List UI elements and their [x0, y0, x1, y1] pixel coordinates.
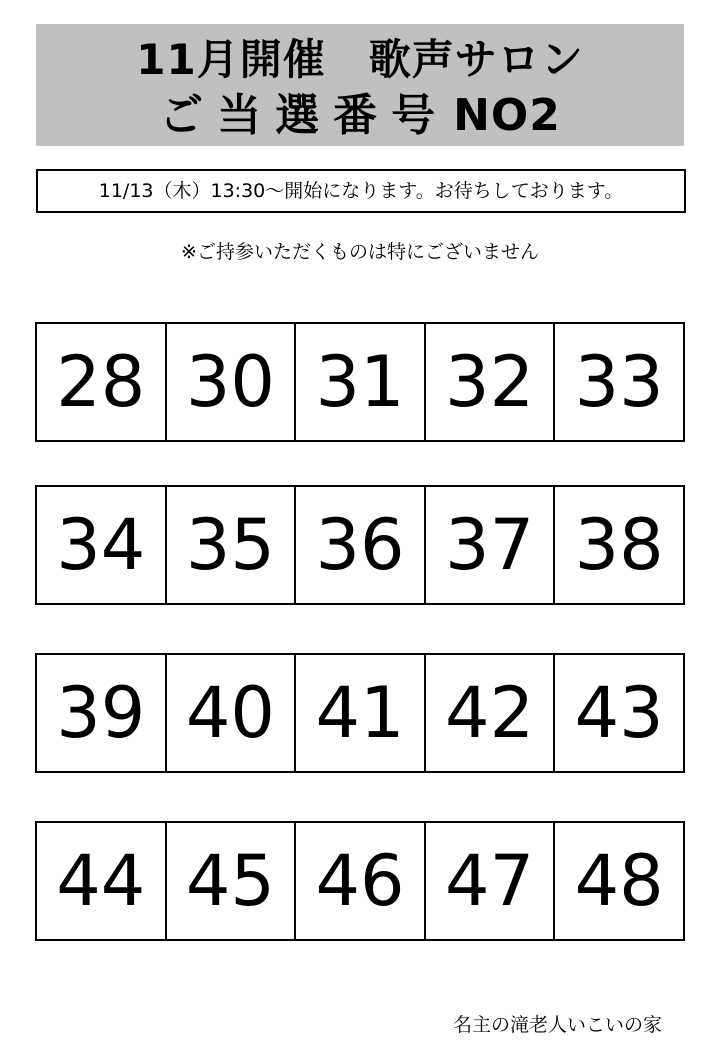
winning-number-cell: 34: [56, 504, 146, 586]
winning-number-cell: 38: [553, 487, 683, 603]
winning-number-cell: 28: [56, 341, 146, 423]
winning-number-cell: 33: [553, 324, 683, 440]
winning-number-cell: 37: [424, 487, 554, 603]
event-title: 11月開催 歌声サロン: [136, 35, 584, 84]
winning-number-cell: 35: [165, 487, 295, 603]
list-number-label: NO2: [453, 90, 561, 141]
number-row-2: [35, 485, 685, 605]
winning-number-cell: 47: [424, 823, 554, 939]
number-row-1: [35, 322, 685, 442]
winning-number-cell: 32: [424, 324, 554, 440]
winning-numbers-heading: [36, 90, 684, 142]
winning-number-cell: 40: [165, 655, 295, 771]
winning-numbers-heading-text: ご当選番号: [159, 90, 450, 141]
winning-number-cell: 48: [553, 823, 683, 939]
winning-number-cell: 42: [424, 655, 554, 771]
number-row-3: [35, 653, 685, 773]
winning-number-cell: 44: [56, 840, 146, 922]
winning-number-cell: 45: [165, 823, 295, 939]
number-row-4: [35, 821, 685, 941]
start-time-notice: 11/13（木）13:30～開始になります。お待ちしております。: [36, 169, 686, 213]
winning-number-cell: 31: [294, 324, 424, 440]
winning-number-cell: 43: [553, 655, 683, 771]
winning-number-cell: 46: [294, 823, 424, 939]
winning-number-cell: 41: [294, 655, 424, 771]
winning-number-cell: 39: [56, 672, 146, 754]
winning-number-cell: 30: [165, 324, 295, 440]
winning-number-cell: 36: [294, 487, 424, 603]
organization-name: 名主の滝老人いこいの家: [452, 1014, 662, 1036]
bring-items-note: ※ご持参いただくものは特にございません: [181, 241, 539, 263]
title-banner: [36, 24, 684, 146]
